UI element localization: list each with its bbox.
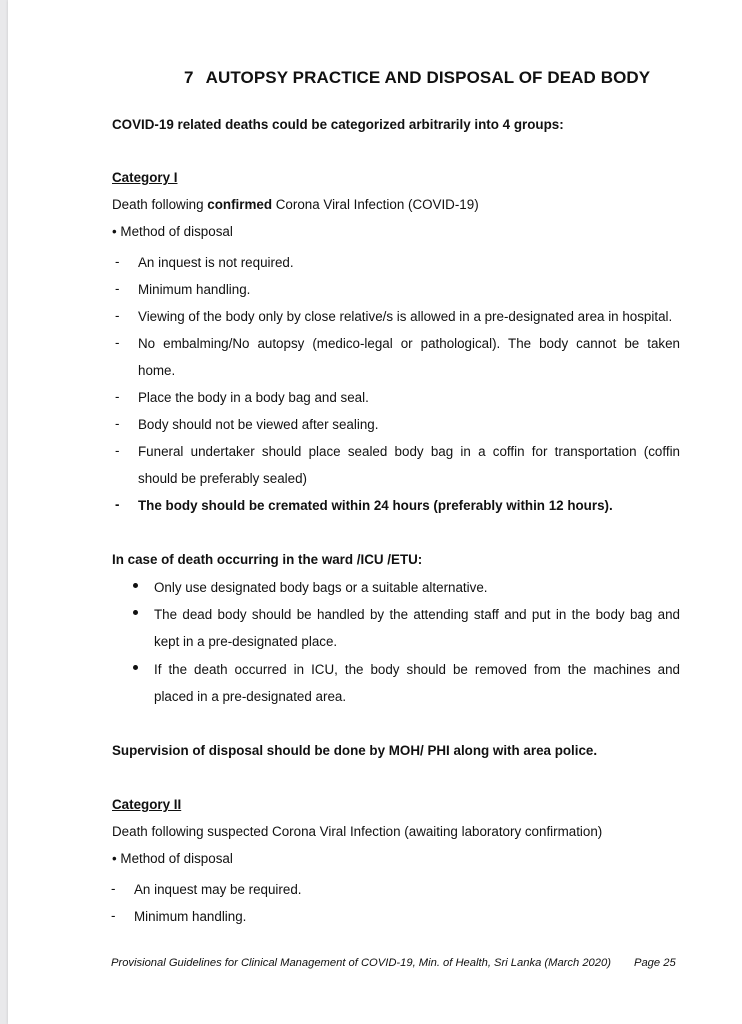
cat1-item: Viewing of the body only by close relative/s is allowed in a pre-designated area in hospital.	[138, 309, 673, 324]
category-1-heading: Category I	[112, 170, 178, 185]
ward-bullet-continued: kept in a pre-designated place.	[154, 634, 338, 649]
dash-marker: -	[111, 881, 116, 896]
footer-text: Provisional Guidelines for Clinical Management of COVID-19, Min. of Health, Sri Lanka (March 2020)	[111, 957, 611, 969]
supervision-text: Supervision of disposal should be done by MOH/ PHI along with area police.	[112, 743, 598, 758]
category-1-description	[112, 196, 479, 214]
page-number: Page 25	[634, 957, 676, 969]
cat1-item: An inquest is not required.	[138, 255, 294, 270]
cat2-item: Minimum handling.	[134, 909, 247, 924]
cat1-item-continued: home.	[138, 363, 176, 378]
category-2-method: • Method of disposal	[112, 851, 233, 866]
category-2-description: Death following suspected Corona Viral Infection (awaiting laboratory confirmation)	[112, 824, 603, 839]
bullet-dot	[133, 665, 138, 670]
dash-marker: -	[115, 416, 120, 431]
cat1-item: Place the body in a body bag and seal.	[138, 390, 369, 405]
section-title	[184, 68, 650, 88]
dash-marker: -	[115, 497, 120, 512]
ward-heading: In case of death occurring in the ward /ICU /ETU:	[112, 552, 423, 567]
dash-marker: -	[115, 308, 120, 323]
cat1-item: Body should not be viewed after sealing.	[138, 417, 379, 432]
dash-marker: -	[115, 254, 120, 269]
category-2-heading: Category II	[112, 797, 182, 812]
category-1-method: • Method of disposal	[112, 224, 233, 239]
dash-marker: -	[115, 281, 120, 296]
ward-bullet: The dead body should be handled by the attending staff and put in the body bag and	[154, 607, 680, 622]
cat1-item: Funeral undertaker should place sealed body bag in a coffin for transportation (coffin	[138, 444, 680, 459]
section-number: 7	[184, 68, 194, 87]
ward-bullet: If the death occurred in ICU, the body should be removed from the machines and	[154, 662, 680, 677]
category-1-desc-post: Corona Viral Infection (COVID-19)	[272, 197, 479, 212]
intro-text: COVID-19 related deaths could be categorized arbitrarily into 4 groups:	[112, 117, 564, 132]
category-1-desc-pre: Death following	[112, 197, 208, 212]
dash-marker: -	[115, 443, 120, 458]
ward-bullet-continued: placed in a pre-designated area.	[154, 689, 347, 704]
dash-marker: -	[115, 335, 120, 350]
cat1-item-bold: The body should be cremated within 24 hours (preferably within 12 hours).	[138, 498, 613, 513]
cat2-item: An inquest may be required.	[134, 882, 302, 897]
ward-bullet: Only use designated body bags or a suitable alternative.	[154, 580, 488, 595]
cat1-item: Minimum handling.	[138, 282, 251, 297]
document-page	[8, 0, 742, 1024]
bullet-dot	[133, 610, 138, 615]
category-1-desc-bold: confirmed	[207, 197, 273, 212]
bullet-dot	[133, 583, 138, 588]
section-title-text: AUTOPSY PRACTICE AND DISPOSAL OF DEAD BODY	[205, 68, 651, 87]
cat1-item: No embalming/No autopsy (medico-legal or pathological). The body cannot be taken	[138, 336, 680, 351]
dash-marker: -	[115, 389, 120, 404]
cat1-item-continued: should be preferably sealed)	[138, 471, 307, 486]
dash-marker: -	[111, 908, 116, 923]
